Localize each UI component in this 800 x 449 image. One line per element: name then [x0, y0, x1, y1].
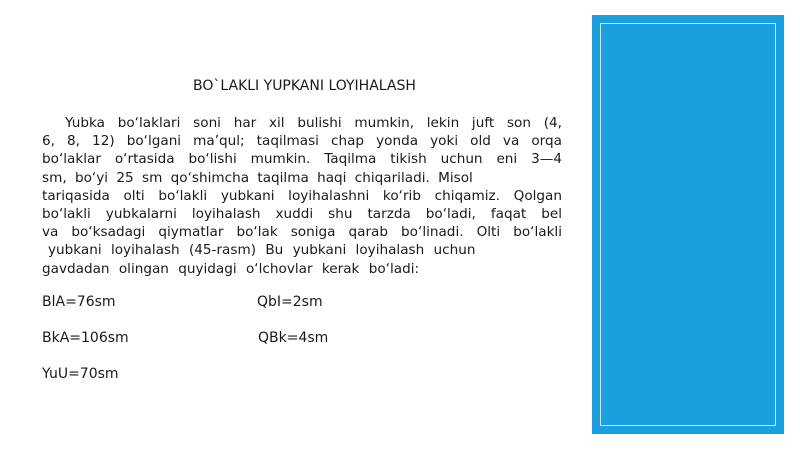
measurement-bka: BkA=106sm: [42, 330, 129, 346]
decorative-blue-panel: [592, 15, 784, 434]
body-paragraph: [42, 114, 562, 278]
slide-title: BO`LAKLI YUPKANI LOYIHALASH: [193, 78, 416, 94]
paragraph-line: tariqasida olti bo‘lakli yubkani loyihalashni ko‘rib chiqamiz. Qolgan: [42, 187, 562, 204]
measurement-bla: BlA=76sm: [42, 294, 116, 310]
paragraph-line: sm, bo‘yi 25 sm qo‘shimcha taqilma haqi chiqariladi. Misol: [42, 169, 473, 186]
paragraph-line: bo‘lakli yubkalarni loyihalash xuddi shu tarzda bo‘ladi, faqat bel: [42, 206, 562, 223]
paragraph-line: 6, 8, 12) bo‘lgani ma’qul; taqilmasi chap yonda yoki old va orqa: [42, 133, 562, 150]
measurement-qbk: QBk=4sm: [258, 330, 329, 346]
paragraph-line: bo‘laklar o‘rtasida bo‘lishi mumkin. Taqilma tikish uchun eni 3—4: [42, 151, 562, 168]
paragraph-line: va bo‘ksadagi qiymatlar bo‘lak soniga qarab bo‘linadi. Olti bo‘lakli: [42, 224, 562, 241]
panel-inner-border: [600, 23, 776, 426]
paragraph-line: Yubka bo‘laklari soni har xil bulishi mumkin, lekin juft son (4,: [65, 115, 562, 131]
paragraph-line: gavdadan olingan quyidagi o‘lchovlar kerak bo‘ladi:: [42, 260, 420, 277]
measurement-yuu: YuU=70sm: [42, 366, 119, 382]
measurement-qbi: QbI=2sm: [257, 294, 323, 310]
paragraph-line: yubkani loyihalash (45-rasm) Bu yubkani loyihalash uchun: [48, 242, 476, 259]
